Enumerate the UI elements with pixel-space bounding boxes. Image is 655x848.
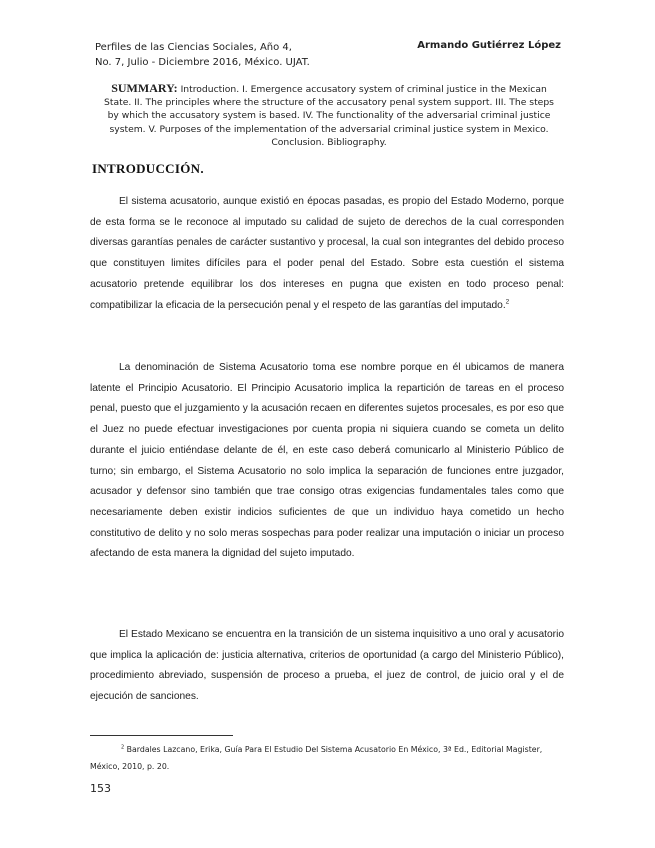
author-header: Armando Gutiérrez López xyxy=(417,40,561,51)
footnote xyxy=(90,741,564,775)
journal-line-2: No. 7, Julio - Diciembre 2016, México. UJAT. xyxy=(95,57,310,68)
footnote-ref[interactable]: 2 xyxy=(505,298,510,306)
journal-header xyxy=(95,40,310,70)
summary-block xyxy=(103,82,555,149)
section-title: INTRODUCCIÓN. xyxy=(92,161,204,176)
summary-text: Introduction. I. Emergence accusatory system of criminal justice in the Mexican State. II. The principles where the structure of the accusatory penal system support. III. The steps by which the accusatory system is based. IV. The functionality of the adversarial criminal justice system. V. Purposes of the implementation of the adversarial criminal justice system in Mexico. Conclusion. Bibliography. xyxy=(104,84,554,148)
footnote-text: Bardales Lazcano, Erika, Guía Para El Estudio Del Sistema Acusatorio En México, 3ª Ed., Editorial Magister, México, 2010, p. 20. xyxy=(90,745,543,771)
journal-line-1: Perfiles de las Ciencias Sociales, Año 4, xyxy=(95,42,292,53)
summary-label: SUMMARY: xyxy=(111,81,178,95)
paragraph-3: El Estado Mexicano se encuentra en la transición de un sistema inquisitivo a uno oral y acusatorio que implica la aplicación de: justicia alternativa, criterios de oportunidad (a cargo del Ministerio Público), procedimiento abreviado, suspensión de proceso a prueba, el juez de control, de juicio oral y el de ejecución de sanciones. xyxy=(90,629,564,703)
paragraph-1-text: El sistema acusatorio, aunque existió en épocas pasadas, es propio del Estado Moderno, porque de esta forma se le reconoce al imputado su calidad de sujeto de derechos de la cual corresponden diversas garantías penales de carácter sustantivo y procesal, la cual son integrantes del debido proceso que constituyen limites difíciles para el poder penal del Estado. Sobre esta cuestión el sistema acusatorio pretende equilibrar los dos intereses en pugna que existen en todo proceso penal: compatibilizar la eficacia de la persecución penal y el respeto de las garantías del imputado. xyxy=(90,196,564,311)
footnote-number: 2 xyxy=(121,744,125,751)
footnote-divider xyxy=(90,735,233,736)
paragraph-1 xyxy=(90,192,564,316)
page-number: 153 xyxy=(90,782,111,795)
paragraph-2: La denominación de Sistema Acusatorio toma ese nombre porque en él ubicamos de manera latente el Principio Acusatorio. El Principio Acusatorio implica la repartición de tareas en el proceso penal, puesto que el juzgamiento y la acusación recaen en diferentes sujetos procesales, es por eso que el Juez no puede efectuar investigaciones por cuenta propia ni siquiera cuando se cometa un delito durante el juicio entiéndase delante de él, en este caso deberá comunicarlo al Ministerio Público de turno; sin embargo, el Sistema Acusatorio no solo implica la separación de funciones entre juzgador, acusador y defensor sino también que trae consigo otras exigencias fundamentales tales como que necesariamente deben existir indicios suficientes de que un individuo haya cometido un hecho constitutivo de delito y no solo meras sospechas para poder realizar una imputación o iniciar un proceso afectando de esta manera la dignidad del sujeto imputado. xyxy=(90,362,564,560)
